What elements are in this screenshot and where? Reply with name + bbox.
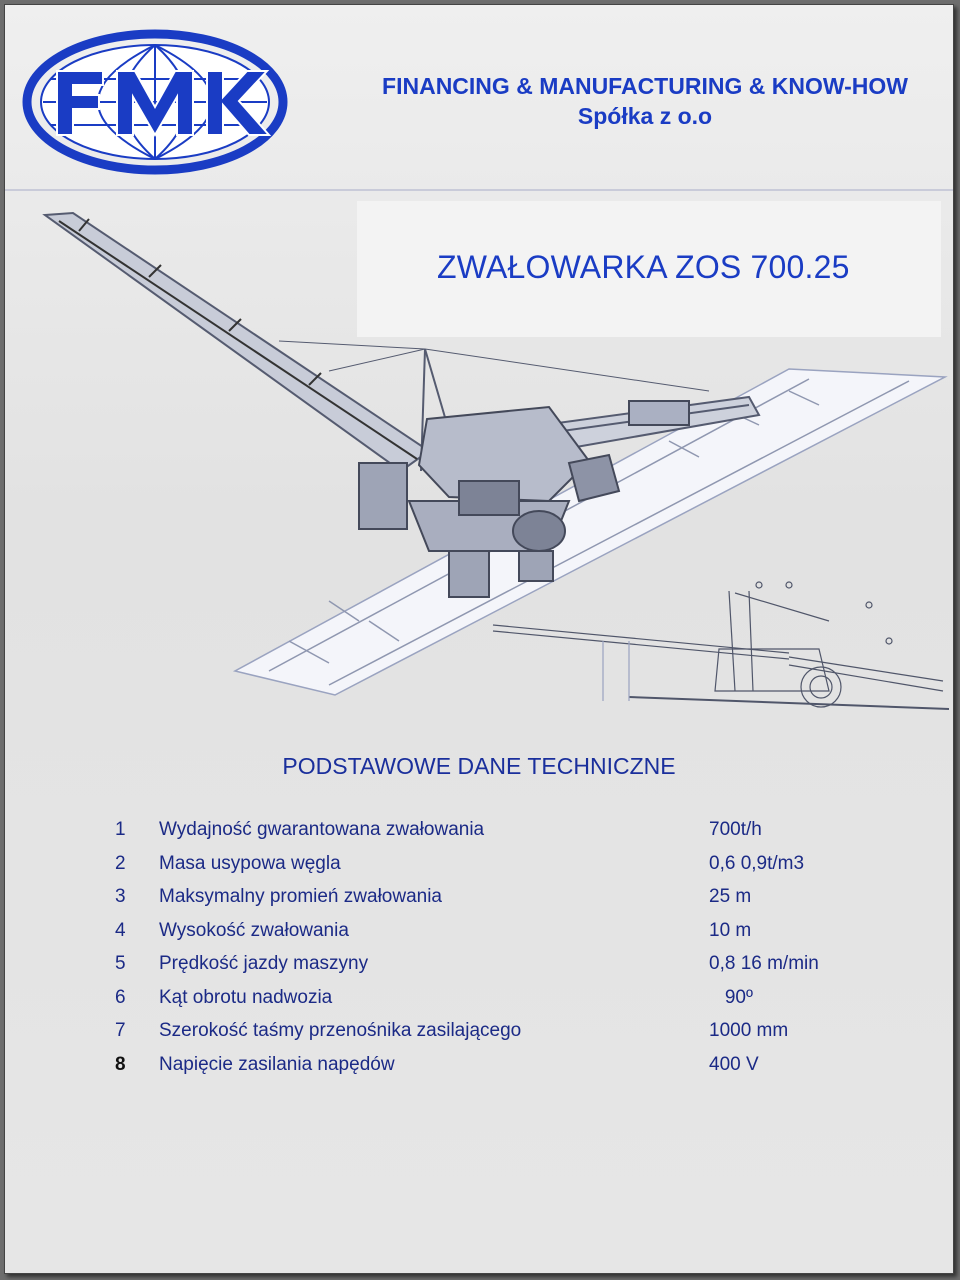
side-elevation-drawing (493, 582, 949, 709)
document-page (4, 4, 954, 1274)
spec-number: 7 (115, 1020, 126, 1041)
spec-value: 0,6 0,9t/m3 (709, 852, 805, 874)
spec-label: Wydajność gwarantowana zwałowania (159, 819, 485, 840)
spec-value: 400 V (709, 1053, 759, 1075)
spec-label: Maksymalny promień zwałowania (159, 886, 442, 907)
spec-value: 10 m (709, 919, 752, 941)
spec-number: 3 (115, 886, 126, 907)
spec-number: 1 (115, 819, 126, 840)
company-name-line2: Spółka z o.o (577, 103, 713, 129)
spec-label: Masa usypowa węgla (159, 852, 341, 874)
header-divider (5, 189, 953, 191)
spec-value: 700t/h (709, 819, 762, 840)
spec-value: 90º (709, 986, 753, 1008)
spec-label: Prędkość jazdy maszyny (159, 953, 369, 974)
spec-label: Wysokość zwałowania (159, 919, 349, 941)
spec-label: Kąt obrotu nadwozia (159, 986, 333, 1008)
company-name-line1: FINANCING & MANUFACTURING & KNOW-HOW (382, 73, 908, 99)
company-name (335, 71, 954, 131)
spec-number: 8 (115, 1053, 126, 1075)
spec-value: 1000 mm (709, 1020, 789, 1041)
document-title: ZWAŁOWARKA ZOS 700.25 (437, 249, 850, 285)
spec-value: 0,8 16 m/min (709, 953, 819, 974)
spec-label: Napięcie zasilania napędów (159, 1053, 395, 1075)
spec-value: 25 m (709, 886, 752, 907)
fmk-logo (21, 27, 289, 177)
spec-label: Szerokość taśmy przenośnika zasilającego (159, 1020, 522, 1041)
spec-number: 4 (115, 919, 126, 941)
spec-number: 2 (115, 852, 126, 874)
spec-number: 6 (115, 986, 126, 1008)
specs-heading: PODSTAWOWE DANE TECHNICZNE (282, 753, 676, 779)
spec-number: 5 (115, 953, 126, 974)
